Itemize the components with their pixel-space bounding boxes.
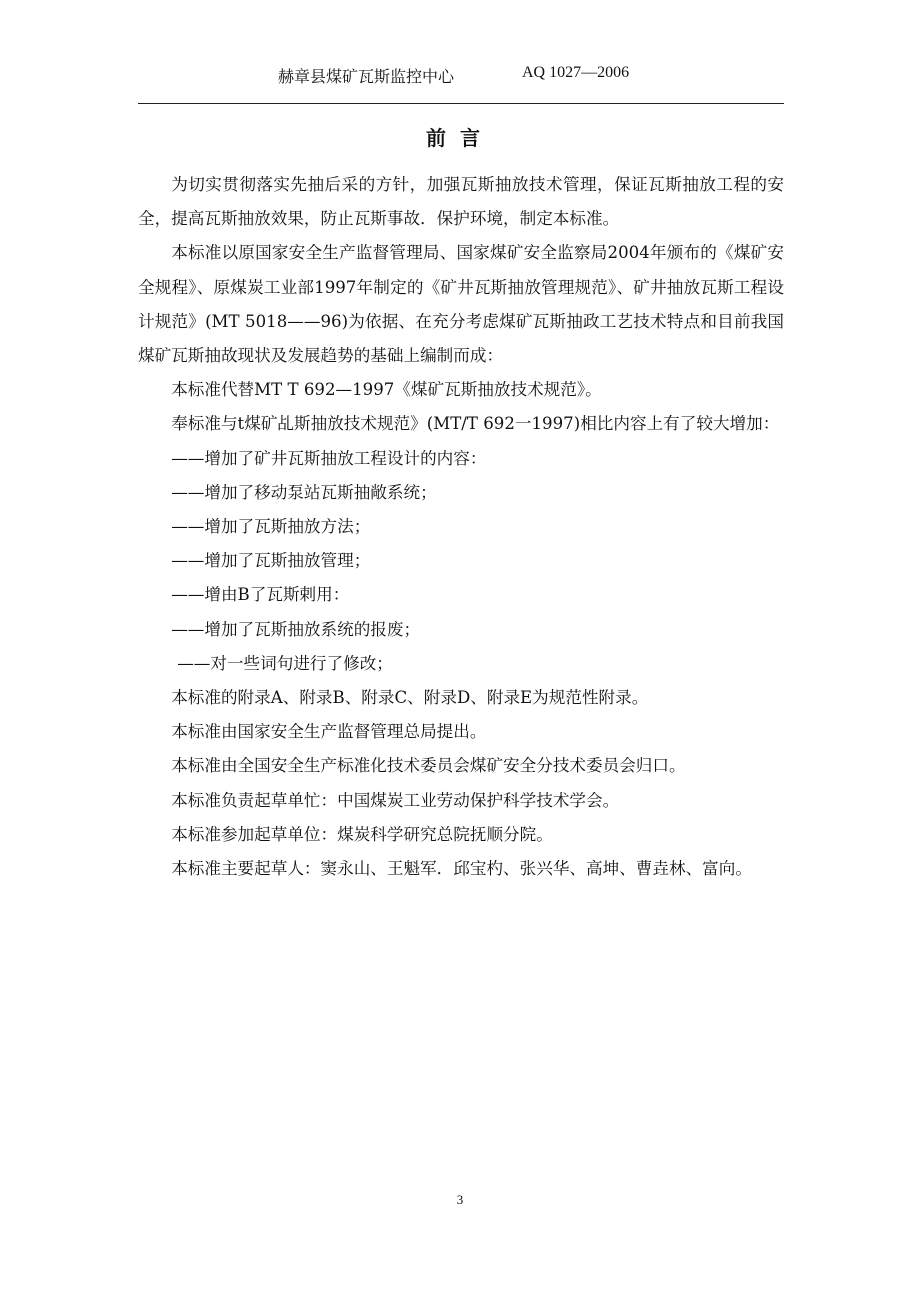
paragraph-drafting-participant: 本标准参加起草单位：煤炭科学研究总院抚顺分院。 bbox=[171, 824, 553, 844]
change-item: ——增加了瓦斯抽放方法； bbox=[171, 517, 371, 537]
section-title: 前言 bbox=[426, 126, 494, 150]
change-item: ——增加了瓦斯抽放管理； bbox=[171, 551, 371, 571]
change-item: ——对一些词句进行了修改； bbox=[177, 653, 393, 673]
change-item: ——增由B了瓦斯剌用： bbox=[171, 585, 350, 605]
header-organization: 赫章县煤矿瓦斯监控中心 bbox=[278, 67, 455, 86]
change-item: ——增加了矿井瓦斯抽放工程设计的内容： bbox=[171, 448, 487, 468]
paragraph-committee: 本标准由全国安全生产标准化技术委员会煤矿安全分技术委员会归口。 bbox=[171, 756, 686, 776]
paragraph-replaces: 本标准代替MT T 692—1997《煤矿瓦斯抽放技术规范》。 bbox=[171, 380, 602, 400]
page-header bbox=[138, 64, 784, 88]
paragraph-drafters: 本标准主要起草人：窦永山、王魁军．邱宝杓、张兴华、高坤、曹垚林、富向。 bbox=[171, 859, 752, 879]
paragraph-purpose: 为切实贯彻落实先抽后采的方针，加强瓦斯抽放技术管理，保证瓦斯抽放工程的安全，提高瓦斯抽放效果，防止瓦斯事故．保护环境，制定本标准。 bbox=[138, 175, 784, 229]
change-item: ——增加了移动泵站瓦斯抽敞系统； bbox=[171, 482, 437, 502]
paragraph-proposer: 本标准由国家安全生产监督管理总局提出。 bbox=[171, 722, 487, 742]
paragraph-appendices: 本标准的附录A、附录B、附录C、附录D、附录E为规范性附录。 bbox=[171, 688, 649, 708]
paragraph-comparison: 奉标准与t煤矿乩斯抽放技术规范》(MT/T 692一1997)相比内容上有了较大增加： bbox=[171, 414, 780, 434]
change-item: ——增加了瓦斯抽放系统的报废； bbox=[171, 619, 421, 639]
page-number: 3 bbox=[456, 1192, 464, 1207]
header-divider bbox=[138, 103, 784, 104]
paragraph-drafting-lead: 本标准负责起草单忙：中国煤炭工业劳动保护科学技术学会。 bbox=[171, 790, 620, 810]
document-body bbox=[138, 168, 784, 886]
paragraph-basis: 本标准以原国家安全生产监督管理局、国家煤矿安全监察局2004年颁布的《煤矿安全规程》、原煤炭工业部1997年制定的《矿井瓦斯抽放管理规范》、矿井抽放瓦斯工程设计规范》(MT 5018——96)为依据、在充分考虑煤矿瓦斯抽政工艺技术特点和目前我国煤矿瓦斯抽故现状及发展趋势的基础上编制而成： bbox=[138, 243, 784, 366]
header-standard-code: AQ 1027—2006 bbox=[522, 64, 630, 81]
